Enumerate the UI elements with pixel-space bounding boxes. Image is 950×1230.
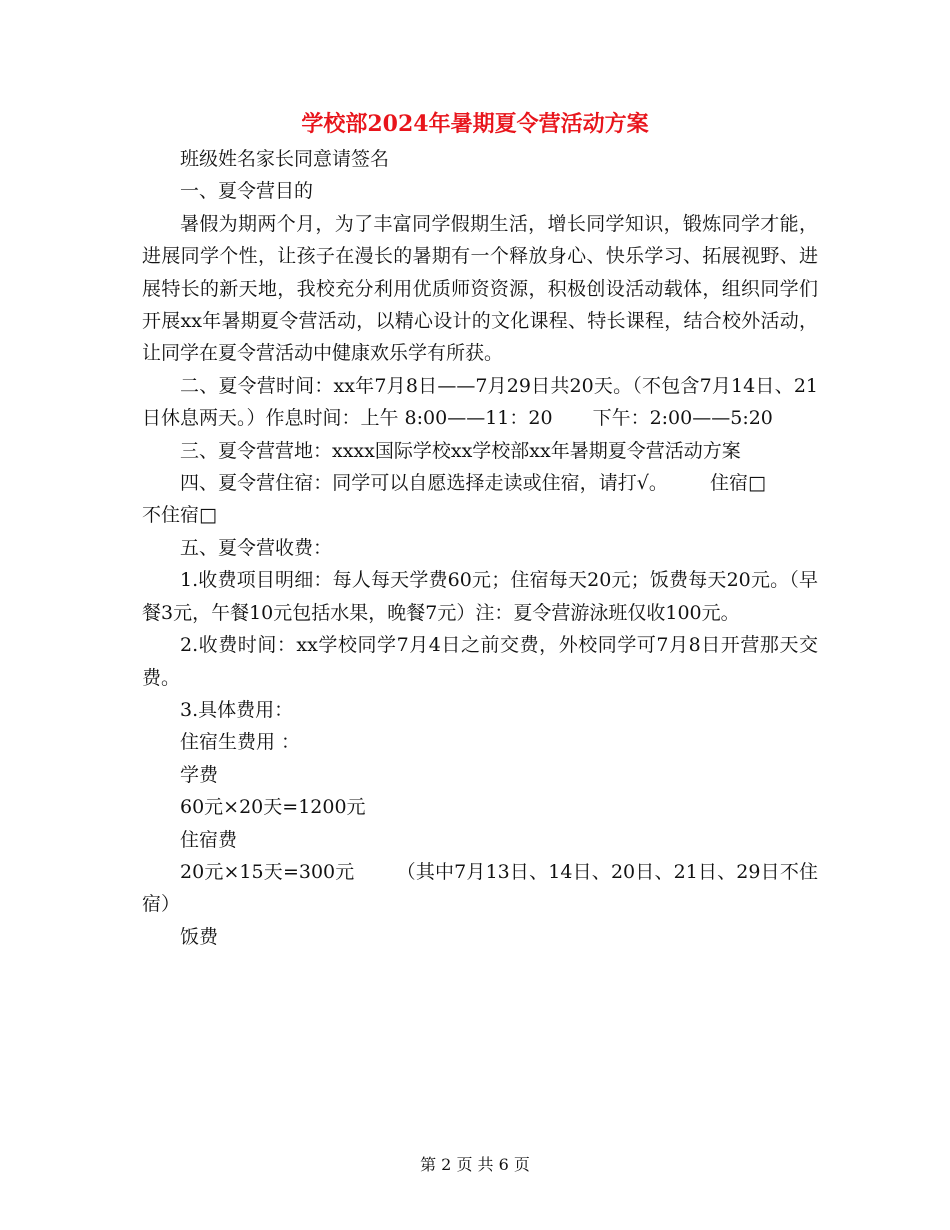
option-stay-checkbox[interactable]: 住宿□ bbox=[709, 472, 766, 495]
section-3-location: 三、夏令营营地：xxxx国际学校xx学校部xx年暑期夏令营活动方案 bbox=[180, 439, 741, 462]
fee-tuition-label: 学费 bbox=[180, 763, 219, 786]
section-5-item-1: 1.收费项目明细：每人每天学费60元；住宿每天20元；饭费每天20元。（早餐3元，午餐10元包括水果，晚餐7元）注：夏令营游泳班仅收100元。 bbox=[142, 569, 818, 624]
form-fields-row bbox=[142, 143, 818, 175]
page-footer: 第 2 页 共 6 页 bbox=[420, 1155, 530, 1174]
fee-boarder-label: 住宿生费用 ： bbox=[180, 731, 301, 754]
option-nostay-checkbox[interactable]: 不住宿□ bbox=[142, 504, 217, 527]
fee-tuition-calc: 60元×20天=1200元 bbox=[180, 796, 366, 819]
section-2-afternoon-text: 下午：2:00——5:20 bbox=[592, 407, 773, 430]
page-title: 学校部2024年暑期夏令营活动方案 bbox=[301, 111, 649, 137]
fee-meal-label: 饭费 bbox=[180, 925, 219, 948]
section-2-time-text: 二、夏令营时间：xx年7月8日——7月29日共20天。（不包含7月14日、21日休息两天。）作息时间：上午 8:00——11：20 bbox=[142, 374, 818, 430]
section-5-item-3: 3.具体费用： bbox=[180, 698, 294, 721]
section-5-item-2: 2.收费时间：xx学校同学7月4日之前交费，外校同学可7月8日开营那天交费。 bbox=[142, 634, 818, 689]
section-4-lodging bbox=[142, 467, 818, 532]
section-4-lodging-text: 四、夏令营住宿：同学可以自愿选择走读或住宿，请打√。 bbox=[180, 472, 668, 495]
fee-lodging-note: （其中7月13日、14日、20日、21日、29日不住宿） bbox=[142, 860, 818, 916]
fee-lodging-calc bbox=[142, 856, 818, 921]
parent-sign-field-label: 家长同意请签名 bbox=[256, 148, 390, 170]
section-1-heading: 一、夏令营目的 bbox=[180, 180, 314, 203]
section-5-heading: 五、夏令营收费： bbox=[180, 536, 333, 559]
section-1-body: 暑假为期两个月，为了丰富同学假期生活，增长同学知识，锻炼同学才能，进展同学个性，让孩子在漫长的暑期有一个释放身心、快乐学习、拓展视野、进展特长的新天地，我校充分利用优质师资资源，积极创设活动载体，组织同学们开展xx年暑期夏令营活动，以精心设计的文化课程、特长课程，结合校外活动，让同学在夏令营活动中健康欢乐学有所获。 bbox=[142, 212, 818, 365]
document-body bbox=[142, 143, 818, 953]
name-field-label: 姓名 bbox=[218, 148, 257, 170]
fee-lodging-label: 住宿费 bbox=[180, 828, 238, 851]
fee-lodging-calc-text: 20元×15天=300元 bbox=[180, 860, 355, 883]
section-2-time bbox=[142, 370, 818, 435]
class-field-label: 班级 bbox=[180, 148, 219, 170]
